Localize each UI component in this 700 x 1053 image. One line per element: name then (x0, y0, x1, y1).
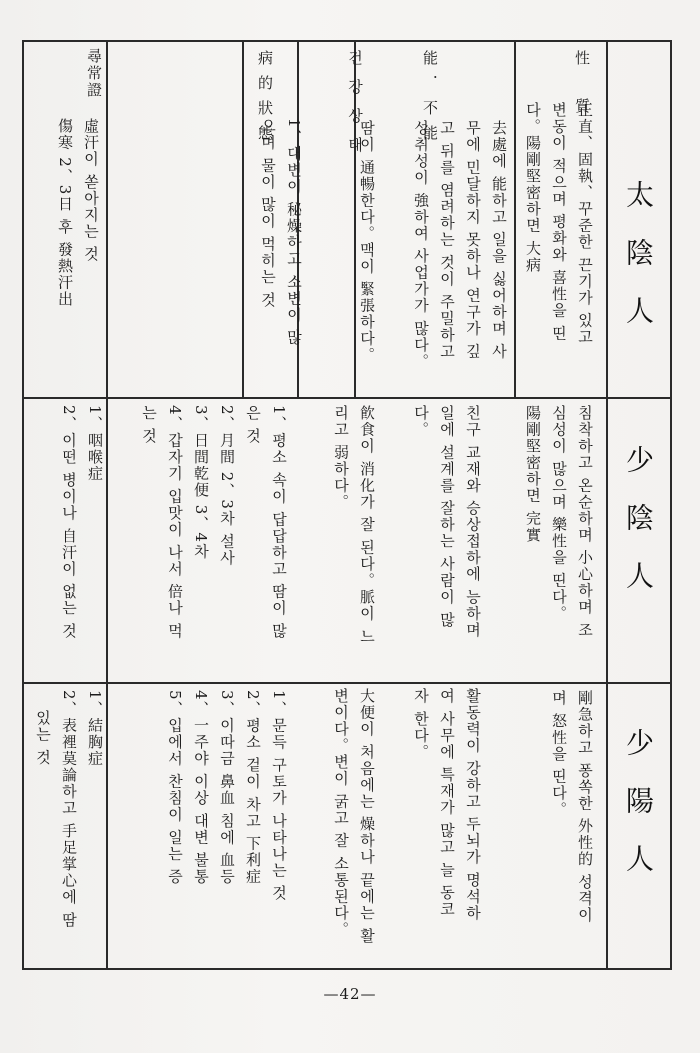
header-health: 건강상태 (346, 50, 364, 166)
soeum-usual: 1、咽喉症 2、이떤 병이나 自汗이 없는 것 (60, 405, 104, 640)
taeeum-usual: 虛汗이 쏟아지는 것 傷寒 2、3日 후 發熱汗出 (56, 118, 100, 308)
col-divider-temperament (514, 42, 516, 397)
soyang-ability: 활동력이 강하고 두뇌가 명석하 여 사무에 특재가 많고 늘 동코 자 한다。 (412, 688, 482, 922)
header-temperament: 性 質 (573, 50, 591, 127)
header-pathological: 病的狀態 (256, 50, 274, 150)
soyang-usual: 1、結胸症 2、表裡莫論하고 手足掌心에 땀 있는 것 (34, 690, 104, 929)
soeum-health: 飮食이 消化가 잘 된다。脈이 느 리고 弱하다。 (332, 405, 376, 645)
row-divider-1 (24, 397, 670, 399)
col-divider-name (606, 42, 608, 968)
soyang-temperament: 剛急하고 퐁쏙한 外性的 성격이 며 怒性을 띤다。 (550, 690, 594, 924)
type-name-soyang: 少陽人 (622, 728, 655, 902)
soeum-pathological: 1、평소 속이 답답하고 땀이 많 은 것 2、月間 2、3차 설사 3、日間乾便 3、4차 4、갑자기 입맛이 나서 倍나 먹 는 것 (140, 405, 288, 640)
soeum-temperament: 침착하고 온순하며 小心하며 조 심성이 많으며 樂性을 띤다。 陽剛堅密하면 完實 (524, 405, 594, 639)
page-number: —42— (323, 985, 377, 1003)
taeeum-temperament: 正直、固執、꾸준한 끈기가 있고 변동이 적으며 평화와 喜性을 띤 다。陽剛堅密하면 大病 (524, 102, 594, 346)
header-ability: 能．不能 (421, 50, 439, 150)
taeeum-ability: 去處에 能하고 일을 싫어하며 사 무에 민달하지 못하나 연구가 깊 고 뒤를 염려하는 것이 주밀하고 성취성이 強하여 사업가가 많다。 (412, 120, 508, 370)
soyang-pathological: 1、문득 구토가 나타나는 것 2、평소 겉이 차고 下利症 3、이따금 鼻血 침에 血등 4、一주야 이상 대변 불통 5、입에서 찬침이 일는 증 (166, 690, 288, 902)
col-divider-path (242, 42, 244, 397)
type-name-taeeum: 太陰人 (622, 180, 655, 354)
soyang-health: 大便이 처음에는 燥하나 끝에는 활 변이다。변이 굵고 잘 소통된다。 (332, 688, 376, 945)
soeum-ability: 친구 교재와 승상접하에 능하며 일에 설계를 잘하는 사람이 많 다。 (412, 405, 482, 639)
type-name-soeum: 少陰人 (622, 445, 655, 619)
taeeum-pathological: 1、대변이 秘燥하고 소변이 많 으며 물이 많이 먹히는 것 (259, 118, 303, 346)
header-usual: 尋常證 (85, 48, 103, 99)
row-divider-2 (24, 682, 670, 684)
taeeum-health: 땀이 通暢한다。맥이 緊張하다。 (358, 120, 376, 364)
